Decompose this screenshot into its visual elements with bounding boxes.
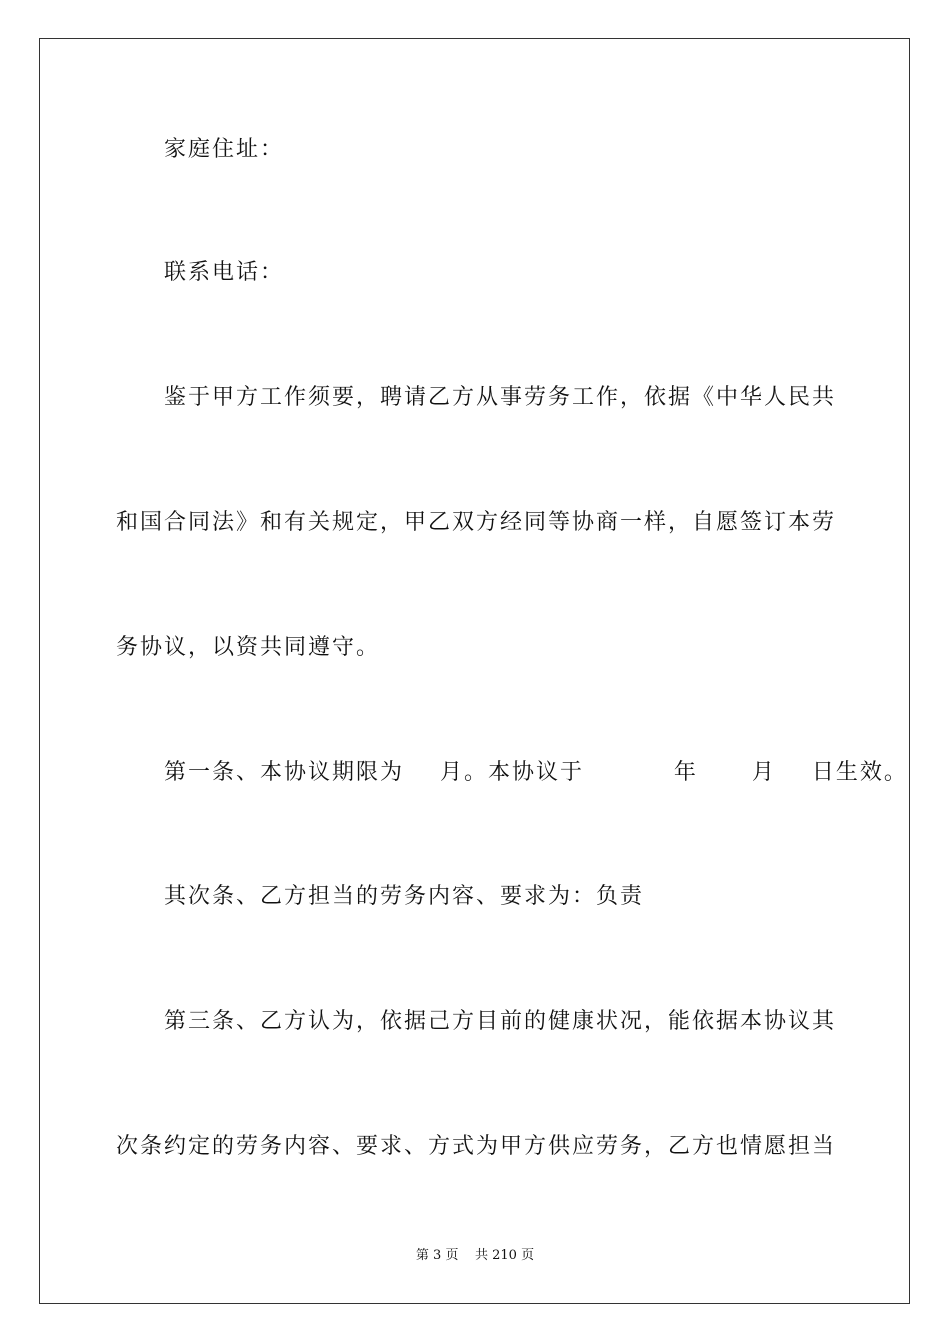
article-1-line: 第一条、本协议期限为 月。本协议于 年 月 日生效。 bbox=[164, 760, 908, 785]
page-frame bbox=[39, 38, 910, 1304]
preamble-line-2: 和国合同法》和有关规定，甲乙双方经同等协商一样，自愿签订本劳 bbox=[116, 510, 837, 535]
home-address-line: 家庭住址： bbox=[164, 137, 285, 162]
phone-line: 联系电话： bbox=[164, 260, 285, 285]
article-3-line-2: 次条约定的劳务内容、要求、方式为甲方供应劳务，乙方也情愿担当 bbox=[116, 1134, 837, 1159]
article-3-line-1: 第三条、乙方认为，依据己方目前的健康状况，能依据本协议其 bbox=[164, 1009, 837, 1034]
preamble-line-3: 务协议，以资共同遵守。 bbox=[116, 635, 381, 660]
page-number-footer: 第 3 页 共 210 页 bbox=[415, 1248, 535, 1263]
preamble-line-1: 鉴于甲方工作须要，聘请乙方从事劳务工作，依据《中华人民共 bbox=[164, 385, 837, 410]
article-2-line: 其次条、乙方担当的劳务内容、要求为：负责 bbox=[164, 884, 645, 909]
